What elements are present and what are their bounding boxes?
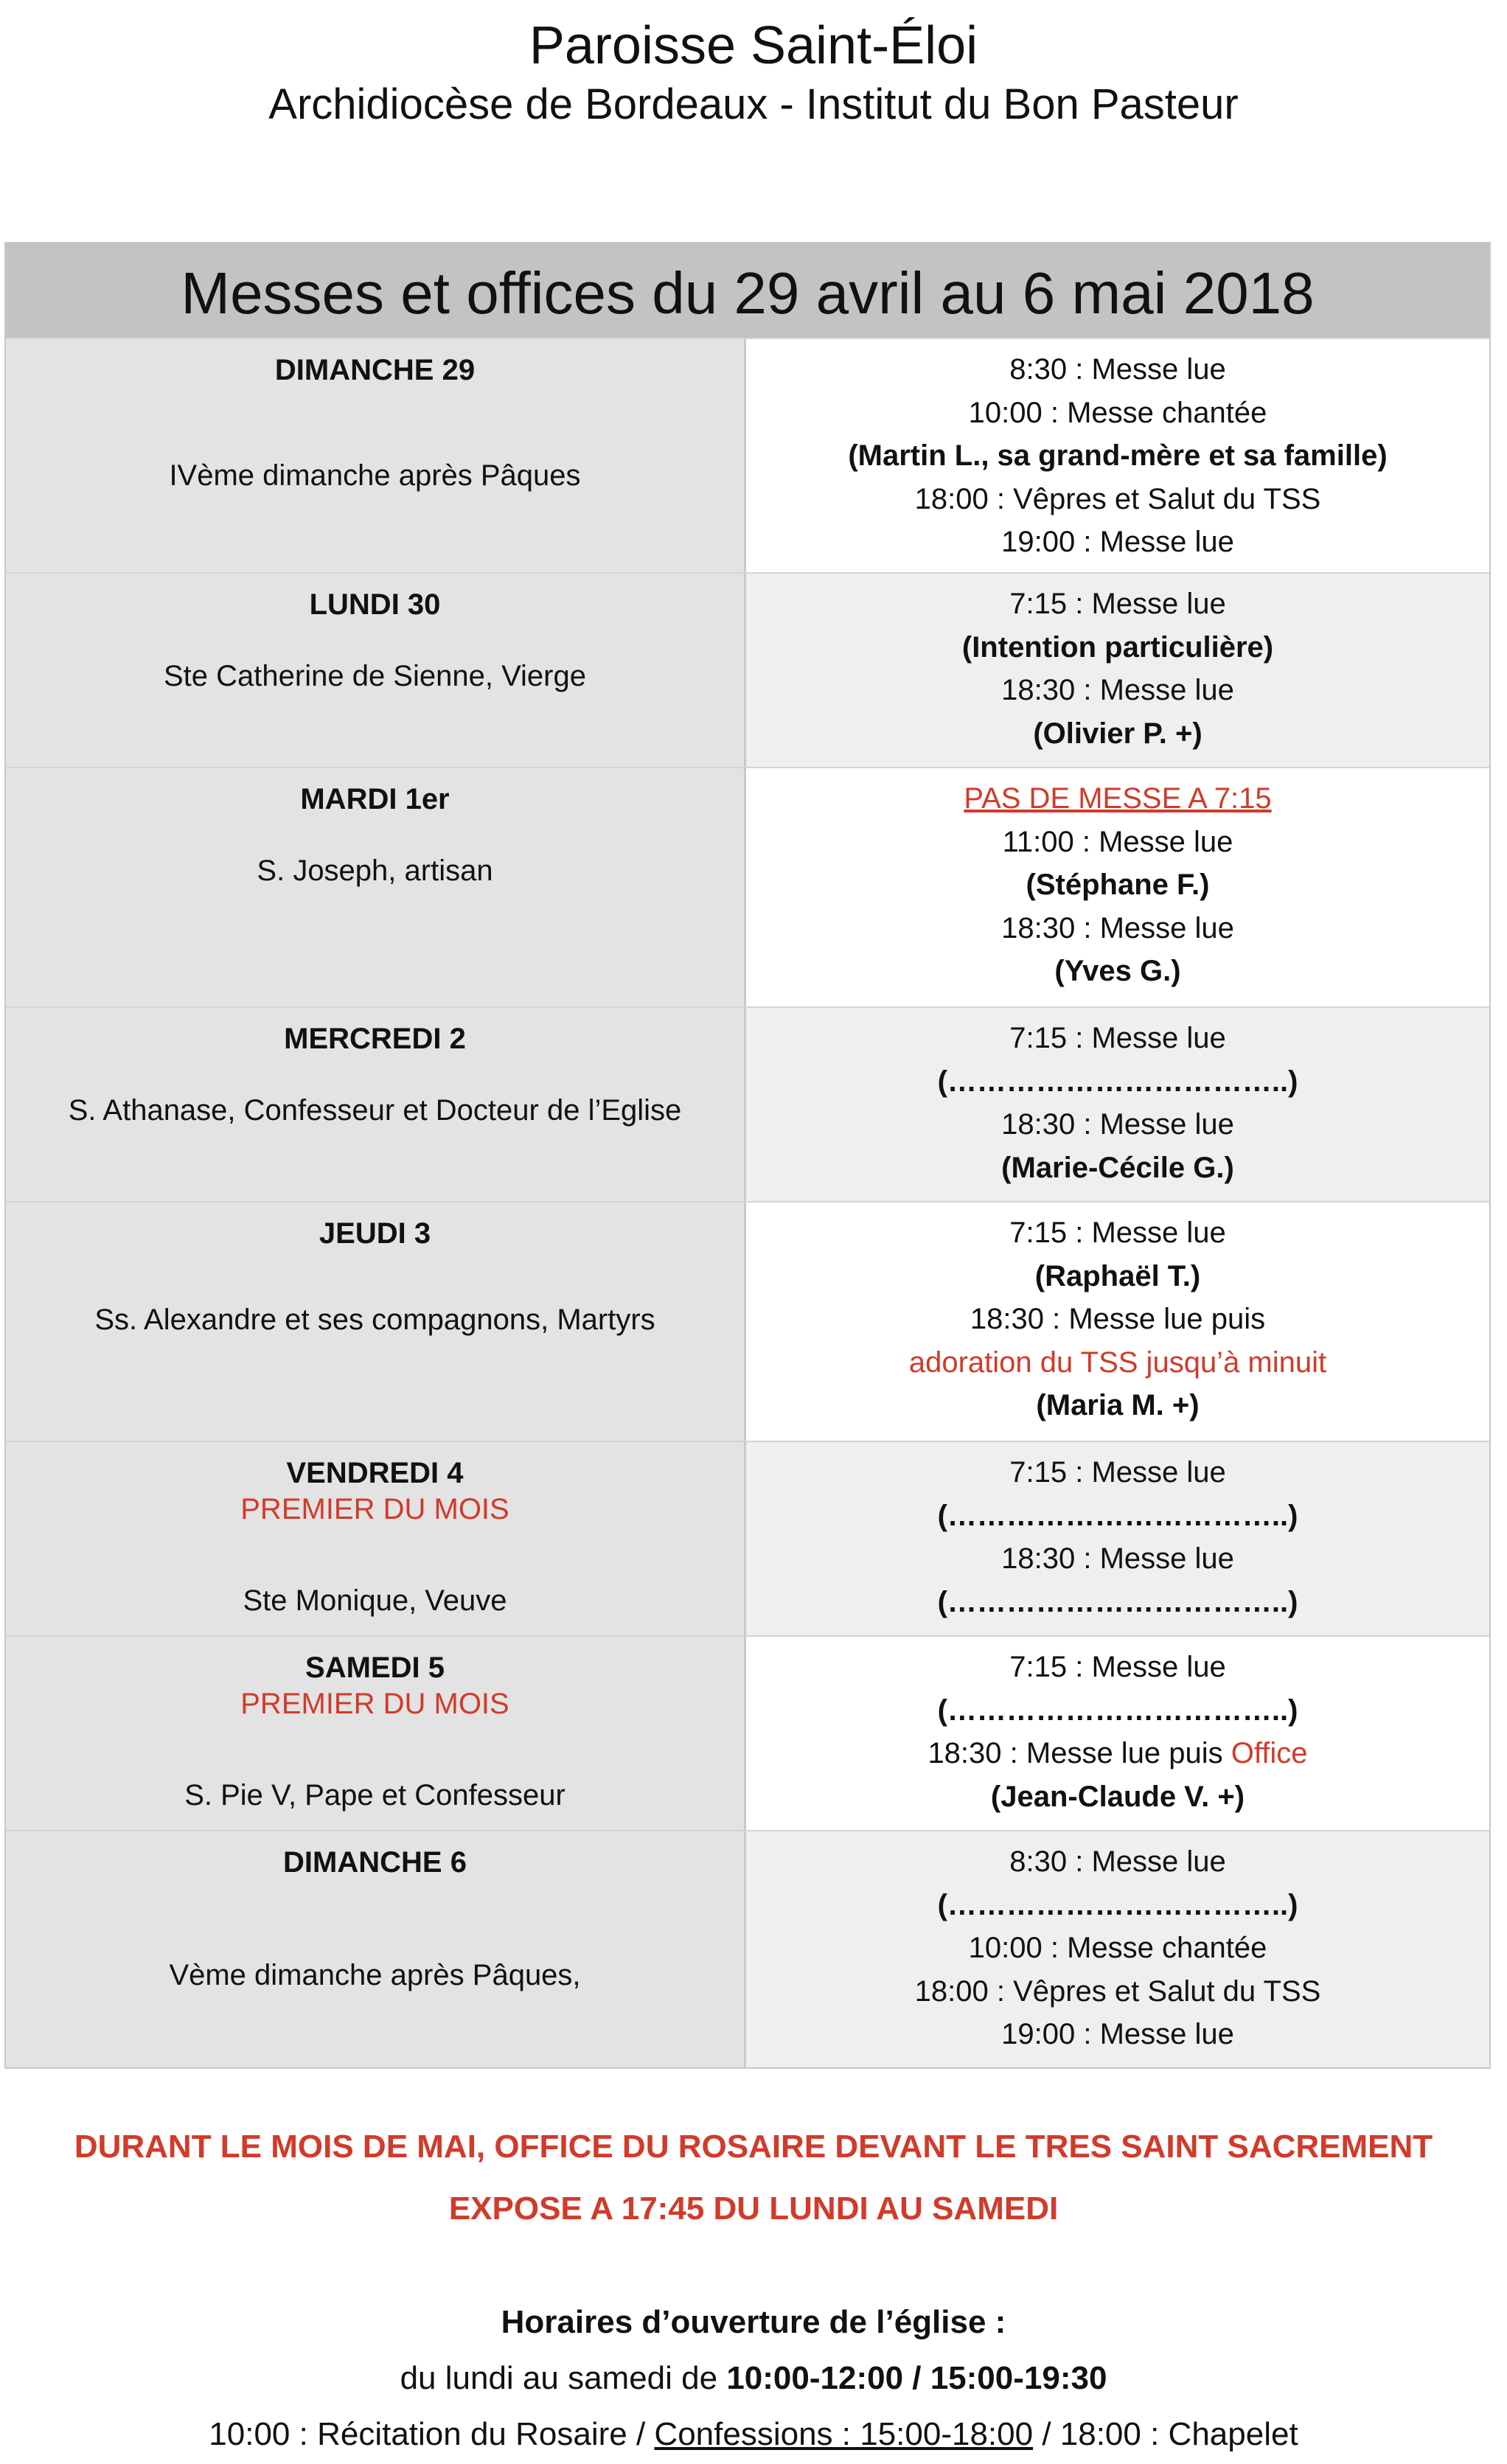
mass-line [746,1581,1489,1624]
mass-text: (……………………………..) [937,1065,1298,1098]
mass-line [746,1884,1489,1927]
day-feast: S. Pie V, Pape et Confesseur [184,1779,565,1812]
mass-line [746,1451,1489,1494]
mass-text: 11:00 : Messe lue [1002,825,1233,858]
hours-weekday-prefix: du lundi au samedi de [400,2360,727,2396]
day-cell [6,1008,746,1201]
day-name: DIMANCHE 29 [274,354,476,386]
notice-line-1: DURANT LE MOIS DE MAI, OFFICE DU ROSAIRE DEVANT LE TRES SAINT SACREMENT [74,2129,1433,2165]
day-cell [6,1637,746,1830]
day-special: PREMIER DU MOIS [240,1493,509,1525]
schedule-row [6,1006,1489,1201]
mass-text: 18:30 : Messe lue puis [970,1303,1266,1335]
mass-text: 10:00 : Messe chantée [968,396,1267,429]
day-name: DIMANCHE 6 [283,1846,467,1879]
mass-line [746,669,1489,712]
mass-text: (Intention particulière) [961,630,1274,664]
mass-line [746,821,1489,864]
day-name: LUNDI 30 [309,588,441,621]
schedule-row [6,1830,1489,2067]
mass-text: (Martin L., sa grand-mère et sa famille) [848,439,1388,472]
schedule-row [6,572,1489,767]
may-notice [0,2116,1507,2240]
church-hours [0,2294,1507,2463]
mass-text: (Raphaël T.) [1034,1259,1201,1292]
mass-line [746,863,1489,907]
page-header [0,13,1507,131]
mass-line [746,1537,1489,1581]
mass-text: 18:00 : Vêpres et Salut du TSS [914,482,1321,515]
mass-text: 7:15 : Messe lue [1009,588,1226,620]
schedule-row [6,1201,1489,1441]
day-name: VENDREDI 4 [286,1457,464,1489]
mass-text: (……………………………..) [937,1694,1298,1727]
mass-line [746,626,1489,669]
mass-text: (Olivier P. +) [1033,717,1203,750]
mass-line [746,434,1489,478]
day-feast: Vème dimanche après Pâques, [169,1959,581,1991]
mass-text: (……………………………..) [937,1585,1298,1618]
mass-text: 8:30 : Messe lue [1009,1845,1226,1878]
mass-line [746,348,1489,391]
day-feast: S. Joseph, artisan [257,855,493,887]
mass-text: 18:30 : Messe lue [1001,1542,1234,1575]
day-feast: IVème dimanche après Pâques [169,459,581,492]
mass-line [746,1927,1489,1970]
mass-line [746,1298,1489,1341]
schedule-row [6,1635,1489,1830]
mass-line [746,391,1489,435]
day-feast: Ss. Alexandre et ses compagnons, Martyrs [94,1304,655,1336]
mass-cell [746,768,1489,1006]
mass-text: (……………………………..) [937,1499,1298,1532]
day-name: SAMEDI 5 [305,1652,445,1684]
mass-text: (Stéphane F.) [1026,869,1210,901]
mass-line [746,950,1489,993]
day-cell [6,1203,746,1441]
mass-suffix: Office [1231,1737,1308,1769]
mass-line [746,1255,1489,1298]
mass-line [746,777,1489,821]
day-feast: Ste Catherine de Sienne, Vierge [164,660,586,692]
mass-text: 7:15 : Messe lue [1009,1651,1226,1683]
mass-line [746,582,1489,626]
mass-line [746,1060,1489,1104]
mass-line [746,1384,1489,1427]
mass-text: 18:30 : Messe lue [1001,911,1234,944]
mass-line [746,1646,1489,1689]
mass-line [746,1211,1489,1255]
schedule-rows [6,338,1489,2067]
mass-text: 7:15 : Messe lue [1009,1456,1226,1489]
notice-line-2: EXPOSE A 17:45 DU LUNDI AU SAMEDI [448,2190,1059,2227]
hours-weekday-times: 10:00-12:00 / 15:00-19:30 [726,2360,1107,2396]
mass-line [746,1970,1489,2014]
mass-cell [746,339,1489,572]
mass-text: 19:00 : Messe lue [1001,526,1234,558]
mass-text: (……………………………..) [937,1888,1298,1921]
hours-title: Horaires d’ouverture de l’église : [501,2304,1006,2340]
mass-cell [746,1637,1489,1830]
mass-line [746,1689,1489,1733]
mass-text: 18:00 : Vêpres et Salut du TSS [914,1974,1321,2008]
day-cell [6,768,746,1006]
diocese-name: Archidiocèse de Bordeaux - Institut du Bon Pasteur [268,80,1239,128]
mass-text: 8:30 : Messe lue [1009,353,1226,386]
mass-text: adoration du TSS jusqu’à minuit [908,1346,1327,1379]
day-cell [6,574,746,767]
mass-cell [746,1203,1489,1441]
schedule-table [4,242,1491,2069]
mass-line [746,1341,1489,1385]
mass-cell [746,1008,1489,1201]
mass-line [746,1775,1489,1819]
mass-line [746,907,1489,950]
mass-text: 7:15 : Messe lue [1009,1022,1226,1054]
mass-line [746,1494,1489,1538]
schedule-row [6,1441,1489,1635]
day-name: JEUDI 3 [319,1217,431,1250]
day-special: PREMIER DU MOIS [240,1688,509,1720]
mass-cell [746,1442,1489,1635]
mass-text: 18:30 : Messe lue [1001,1108,1234,1141]
parish-name: Paroisse Saint-Éloi [529,16,978,75]
mass-text: 10:00 : Messe chantée [968,1932,1267,1964]
mass-line [746,521,1489,564]
mass-line [746,1732,1489,1775]
mass-line [746,1017,1489,1060]
hours-rosary: 10:00 : Récitation du Rosaire / [209,2416,655,2452]
day-cell [6,1442,746,1635]
mass-line [746,1103,1489,1146]
day-name: MERCREDI 2 [284,1023,466,1055]
mass-line [746,1146,1489,1190]
day-cell [6,339,746,572]
mass-text: 18:30 : Messe lue [1001,674,1234,706]
day-feast: S. Athanase, Confesseur et Docteur de l’Eglise [68,1094,682,1127]
hours-chapelet: / 18:00 : Chapelet [1033,2416,1298,2452]
hours-weekday [0,2350,1507,2406]
hours-confessions: Confessions : 15:00-18:00 [654,2416,1034,2452]
day-name: MARDI 1er [300,783,450,815]
mass-text: (Jean-Claude V. +) [990,1780,1245,1813]
day-feast: Ste Monique, Veuve [243,1584,507,1617]
mass-text: (Yves G.) [1054,955,1181,987]
mass-text: PAS DE MESSE A 7:15 [964,782,1272,815]
mass-text: 18:30 : Messe lue puis [927,1737,1231,1769]
day-cell [6,1831,746,2067]
mass-text: 7:15 : Messe lue [1009,1217,1226,1249]
mass-text: 19:00 : Messe lue [1001,2018,1234,2050]
mass-text: (Marie-Cécile G.) [1001,1151,1234,1184]
schedule-row [6,767,1489,1006]
mass-cell [746,574,1489,767]
mass-text: (Maria M. +) [1036,1389,1200,1421]
mass-line [746,2013,1489,2056]
mass-line [746,1840,1489,1884]
schedule-title: Messes et offices du 29 avril au 6 mai 2018 [6,243,1489,338]
mass-line [746,478,1489,521]
schedule-row [6,338,1489,572]
hours-daily [0,2406,1507,2463]
mass-cell [746,1831,1489,2067]
mass-line [746,712,1489,756]
